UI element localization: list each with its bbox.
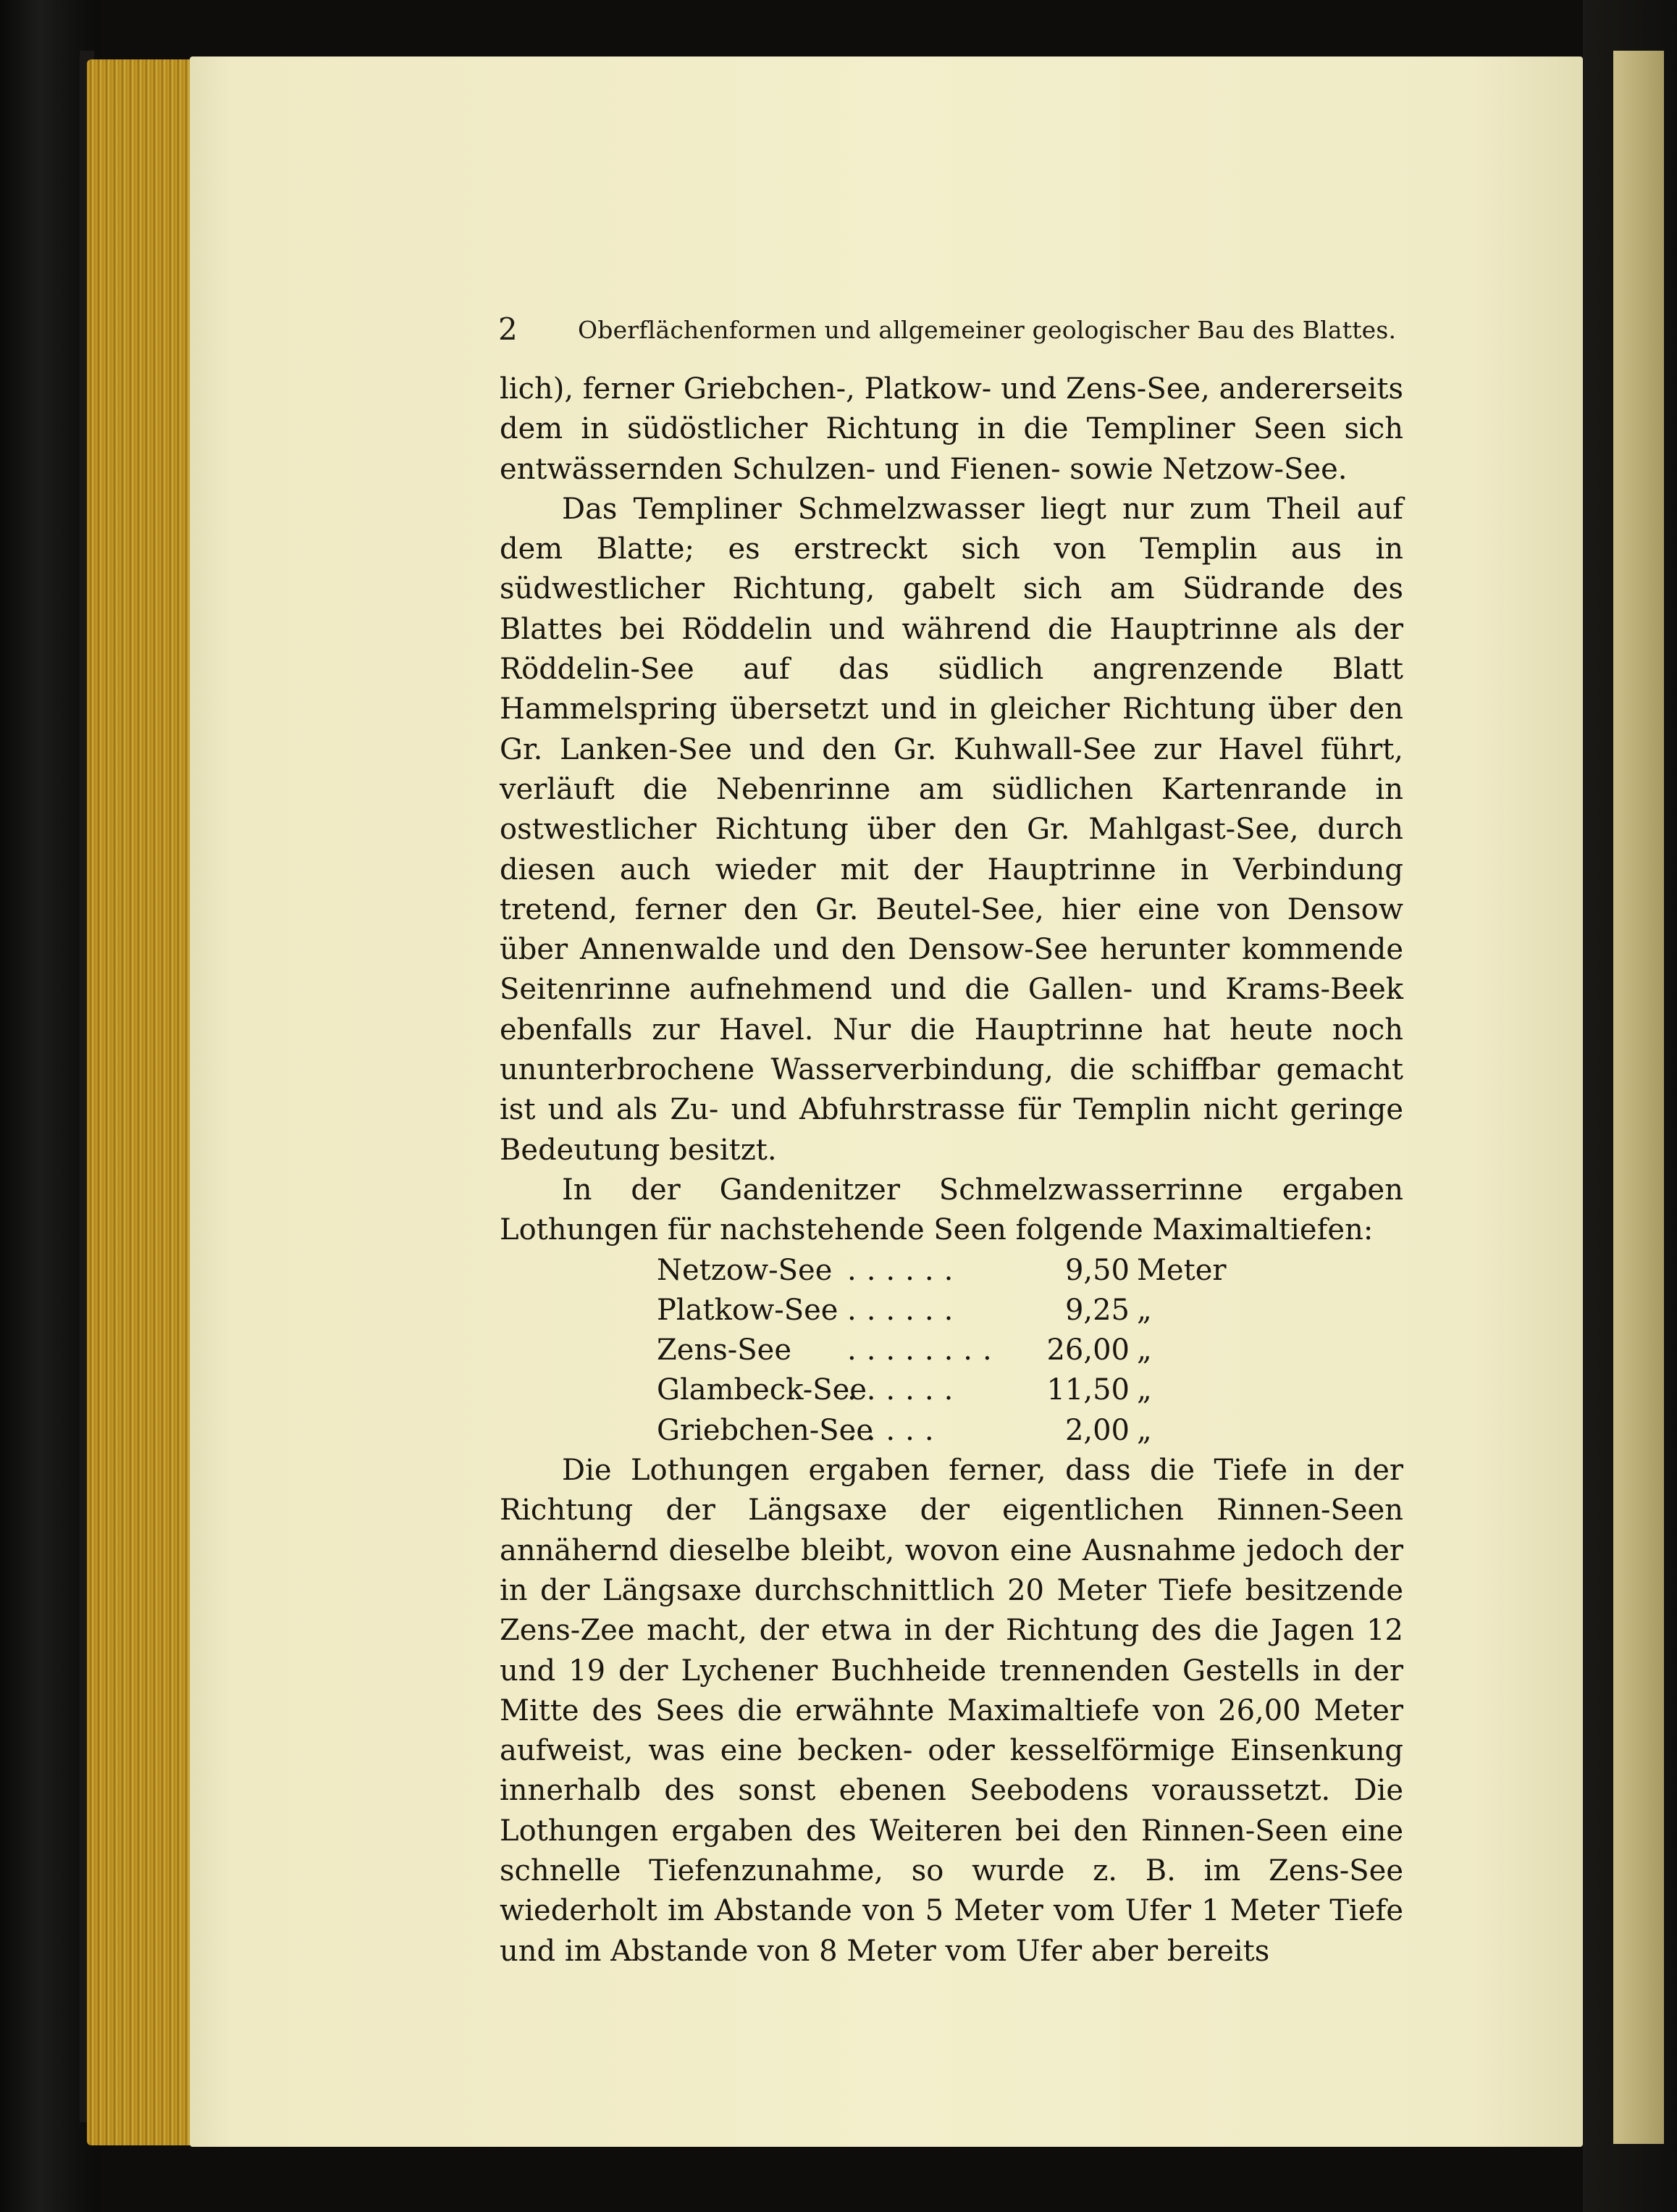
table-row bbox=[500, 1411, 1403, 1451]
depth-unit: „ bbox=[1137, 1373, 1152, 1407]
depth-unit: „ bbox=[1137, 1293, 1152, 1327]
lake-name: Zens-See bbox=[657, 1333, 792, 1367]
paragraph-2: Das Templiner Schmelzwasser liegt nur zum Theil auf dem Blatte; es erstreckt sich von Templin aus in südwestlicher Richtung, gabelt sich am Südrande des Blattes bei Röddelin und während die Hauptrinne als der Röddelin-See auf das südlich angrenzende Blatt Hammelspring übersetzt und in gleicher Richtung über den Gr. Lanken-See und den Gr. Kuhwall-See zur Havel führt, verläuft die Nebenrinne am südlichen Kartenrande in ostwestlicher Richtung über den Gr. Mahlgast-See, durch diesen auch wieder mit der Hauptrinne in Verbindung tretend, ferner den Gr. Beutel-See, hier eine von Densow über Annenwalde und den Densow-See herunter kommende Seitenrinne aufnehmend und die Gallen- und Krams-Beek ebenfalls zur Havel. Nur die Hauptrinne hat heute noch ununterbrochene Wasserverbindung, die schiffbar gemacht ist und als Zu- und Abfuhrstrasse für Templin nicht geringe Bedeutung besitzt. bbox=[500, 492, 1403, 1167]
lake-name: Platkow-See bbox=[657, 1293, 838, 1327]
paragraph-4: Die Lothungen ergaben ferner, dass die Tiefe in der Richtung der Längsaxe der eigentlichen Rinnen-Seen annähernd dieselbe bleibt, wovon eine Ausnahme jedoch der in der Längsaxe durchschnittlich 20 Meter Tiefe besitzende Zens-Zee macht, der etwa in der Richtung des die Jagen 12 und 19 der Lychener Buchheide trennenden Gestells in der Mitte des Sees die erwähnte Maximaltiefe von 26,00 Meter aufweist, was eine becken- oder kesselförmige Einsenkung innerhalb des sonst ebenen Seebodens voraussetzt. Die Lothungen ergaben des Weiteren bei den Rinnen-Seen eine schnelle Tiefenzunahme, so wurde z. B. im Zens-See wiederholt im Abstande von 5 Meter vom Ufer 1 Meter Tiefe und im Abstande von 8 Meter vom Ufer aber bereits bbox=[500, 1454, 1403, 1968]
paragraph-1: lich), ferner Griebchen-, Platkow- und Zens-See, andererseits dem in südöstlicher Richtung in die Templiner Seen sich entwässernden Schulzen- und Fienen- sowie Netzow-See. bbox=[500, 372, 1403, 486]
lake-name: Griebchen-See bbox=[657, 1413, 874, 1447]
table-row bbox=[500, 1291, 1403, 1331]
leader-dots: ..... bbox=[847, 1413, 944, 1447]
facing-page-edge bbox=[1613, 51, 1664, 2144]
depth-value: 9,25 bbox=[1064, 1293, 1130, 1327]
leader-dots: ........ bbox=[847, 1333, 1002, 1367]
table-row bbox=[500, 1331, 1403, 1370]
depth-value: 9,50 bbox=[1064, 1253, 1130, 1287]
depth-table bbox=[500, 1251, 1403, 1451]
paragraph-3: In der Gandenitzer Schmelzwasserrinne ergaben Lothungen für nachstehende Seen folgende Maximaltiefen: bbox=[500, 1173, 1403, 1247]
table-row bbox=[500, 1370, 1403, 1410]
leader-dots: ...... bbox=[847, 1293, 964, 1327]
depth-unit: „ bbox=[1137, 1333, 1152, 1367]
depth-value: 2,00 bbox=[1064, 1413, 1130, 1447]
page-number: 2 bbox=[498, 311, 518, 347]
depth-value: 26,00 bbox=[1046, 1333, 1130, 1367]
depth-unit: Meter bbox=[1137, 1253, 1227, 1287]
leader-dots: ...... bbox=[847, 1253, 964, 1287]
body-text bbox=[500, 369, 1403, 1972]
depth-value: 11,50 bbox=[1046, 1373, 1130, 1407]
lake-name: Glambeck-See bbox=[657, 1373, 867, 1407]
lake-name: Netzow-See bbox=[657, 1253, 833, 1287]
depth-unit: „ bbox=[1137, 1413, 1152, 1447]
table-row bbox=[500, 1251, 1403, 1291]
page-header bbox=[498, 311, 1397, 348]
running-title: Oberflächenformen und allgemeiner geologischer Bau des Blattes. bbox=[578, 316, 1397, 344]
leader-dots: ...... bbox=[847, 1373, 964, 1407]
